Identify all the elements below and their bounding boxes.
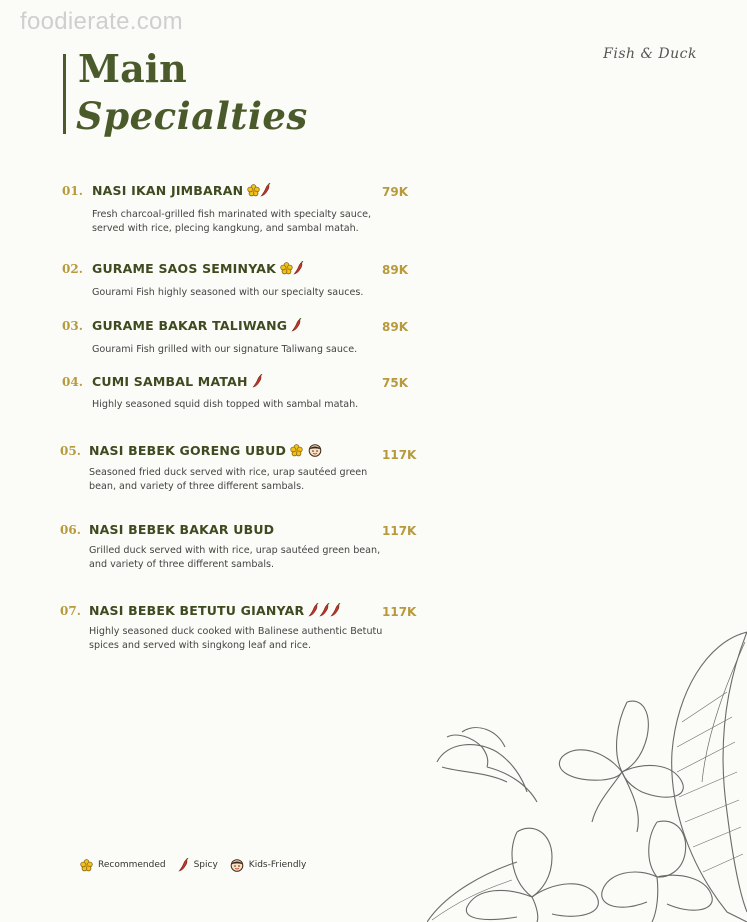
item-number: 06. <box>60 523 81 537</box>
watermark: foodierate.com <box>20 8 183 35</box>
item-number: 01. <box>62 184 83 198</box>
item-number: 03. <box>62 319 83 333</box>
recommended-icon <box>80 859 93 872</box>
menu-item <box>60 443 420 492</box>
item-description: Gourami Fish grilled with our signature Taliwang sauce. <box>92 344 358 355</box>
recommended-icon <box>247 184 260 197</box>
item-price: 79K <box>382 185 408 199</box>
menu-item <box>60 522 420 570</box>
spicy-icon <box>291 318 302 332</box>
item-name: GURAME BAKAR TALIWANG <box>92 318 302 335</box>
item-price: 117K <box>382 605 417 619</box>
legend-spicy-label: Spicy <box>193 860 218 870</box>
item-price: 89K <box>382 263 408 277</box>
kids-friendly-icon <box>230 858 244 872</box>
legend-recommended <box>80 859 166 872</box>
item-name: NASI BEBEK GORENG UBUD <box>89 443 322 460</box>
menu-item <box>62 318 422 355</box>
menu-item <box>62 183 422 234</box>
item-description: Fresh charcoal-grilled fish marinated with specialty sauce, served with rice, plecing kangkung, and sambal matah. <box>92 209 372 234</box>
spicy-icon <box>319 603 330 617</box>
spicy-icon <box>330 603 341 617</box>
legend-kids-friendly-label: Kids-Friendly <box>248 860 307 870</box>
item-name: CUMI SAMBAL MATAH <box>92 374 263 391</box>
legend <box>80 858 318 872</box>
menu-item <box>62 261 422 298</box>
item-number: 04. <box>62 375 83 389</box>
item-price: 89K <box>382 320 408 334</box>
item-description: Highly seasoned squid dish topped with sambal matah. <box>92 399 359 410</box>
item-name: NASI BEBEK BETUTU GIANYAR <box>89 603 341 620</box>
item-number: 07. <box>60 604 81 618</box>
recommended-icon <box>290 444 303 457</box>
legend-kids-friendly <box>230 858 307 872</box>
menu-item <box>62 374 422 410</box>
item-number: 02. <box>62 262 83 276</box>
page-title-line1: Main <box>78 46 187 91</box>
legend-recommended-label: Recommended <box>98 860 166 870</box>
frangipani-flowers-illustration <box>427 622 747 922</box>
item-name: GURAME SAOS SEMINYAK <box>92 261 304 278</box>
title-accent-bar <box>63 54 66 134</box>
spicy-icon <box>260 183 271 197</box>
item-description: Highly seasoned duck cooked with Balinese authentic Betutu spices and served with singkong leaf and rice. <box>89 626 383 651</box>
item-price: 117K <box>382 448 417 462</box>
item-description: Gourami Fish highly seasoned with our specialty sauces. <box>92 287 364 298</box>
spicy-icon <box>252 374 263 388</box>
page-title-line2: Specialties <box>76 94 308 138</box>
spicy-icon <box>178 858 189 872</box>
item-number: 05. <box>60 444 81 458</box>
item-price: 117K <box>382 524 417 538</box>
item-description: Seasoned fried duck served with rice, urap sautéed green bean, and variety of three different sambals. <box>89 467 368 492</box>
item-name: NASI IKAN JIMBARAN <box>92 183 271 200</box>
item-description: Grilled duck served with with rice, urap sautéed green bean, and variety of three different sambals. <box>89 545 381 570</box>
kids-friendly-icon <box>308 443 322 457</box>
legend-spicy <box>178 858 218 872</box>
item-price: 75K <box>382 376 408 390</box>
category-label: Fish & Duck <box>603 46 697 62</box>
menu-item <box>60 603 420 651</box>
recommended-icon <box>280 262 293 275</box>
item-name: NASI BEBEK BAKAR UBUD <box>89 522 275 537</box>
spicy-icon <box>308 603 319 617</box>
spicy-icon <box>293 261 304 275</box>
